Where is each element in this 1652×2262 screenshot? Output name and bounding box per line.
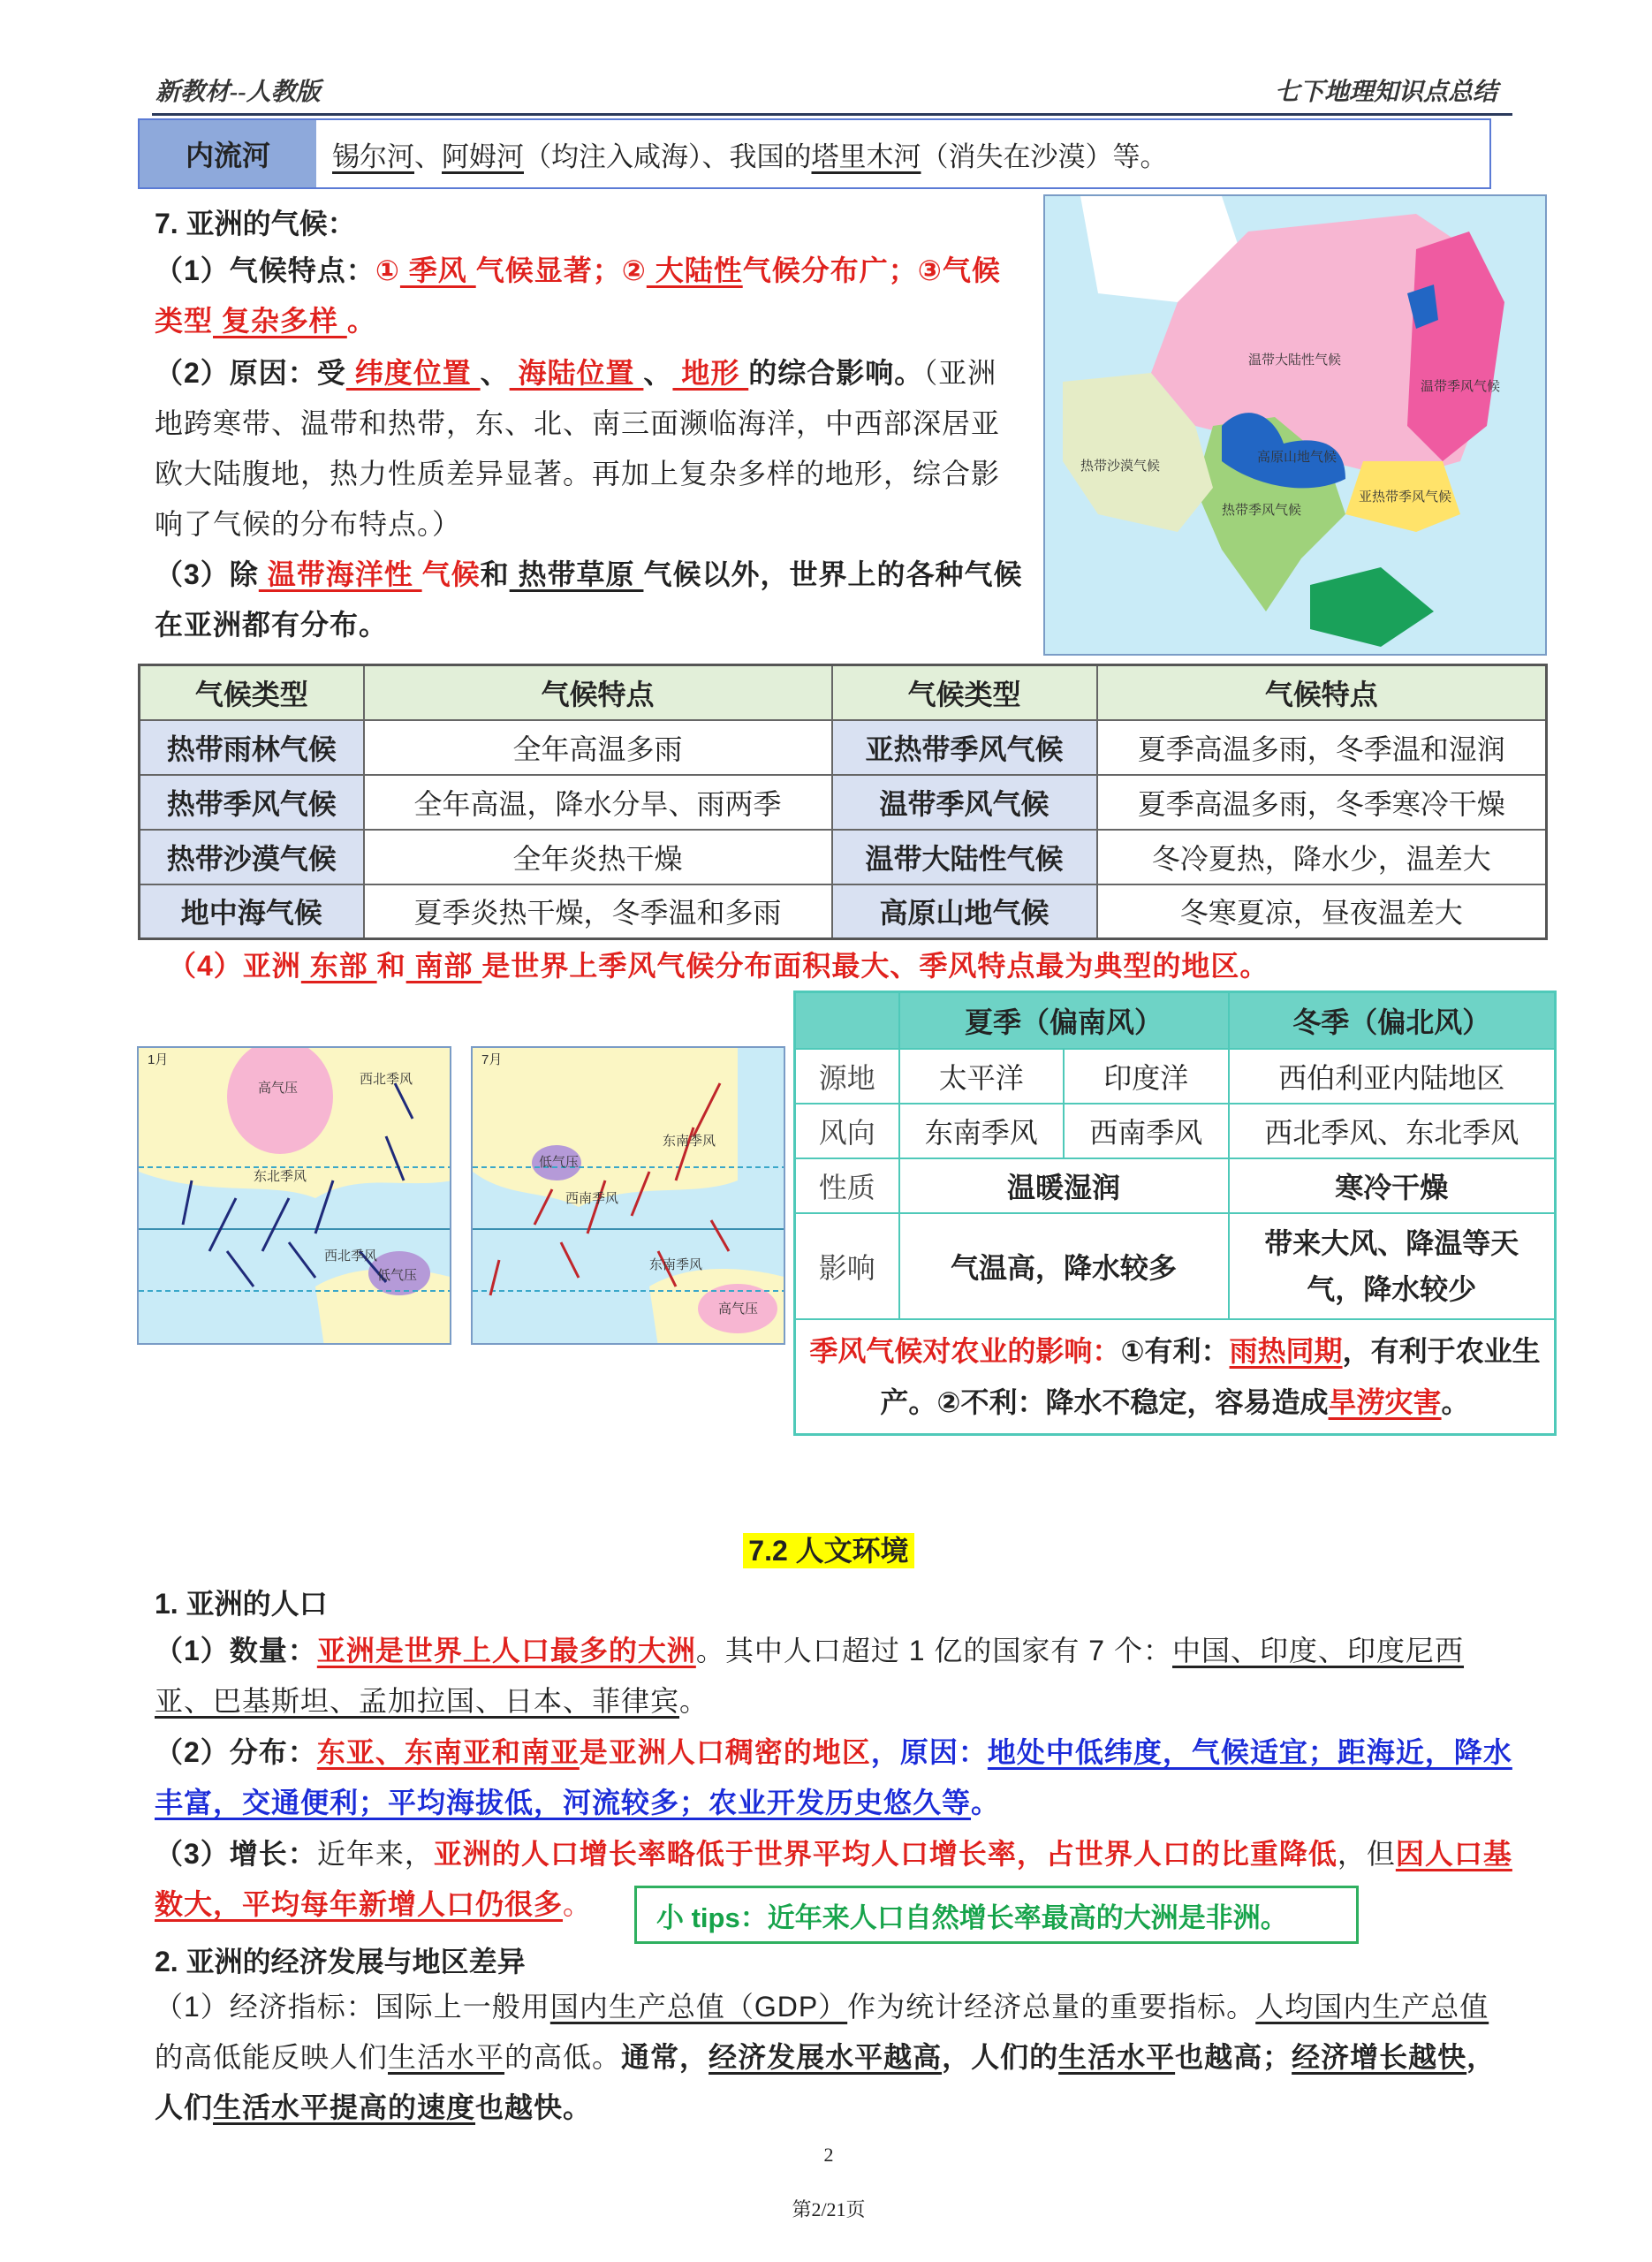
- cell: 西北季风、东北季风: [1229, 1104, 1556, 1158]
- cell: 寒冷干燥: [1229, 1158, 1556, 1213]
- text-segment: ，人们: [155, 2041, 1497, 2123]
- section-7-2: [0, 1529, 1652, 1569]
- text-segment: 和: [480, 558, 510, 590]
- row-label: 源地: [795, 1049, 899, 1104]
- text-segment: 雨热同期: [1229, 1334, 1343, 1367]
- text-segment: 、: [643, 357, 673, 389]
- text-segment: （2）分布：: [155, 1736, 317, 1768]
- text-segment: 亚洲的人口增长率略低于世界平均人口增长率，占世界人口的比重降低: [433, 1838, 1338, 1870]
- text-segment: 也越高；: [1175, 2041, 1292, 2073]
- text-segment: 是亚洲人口稠密的地区: [579, 1736, 871, 1768]
- row-label: 风向: [795, 1104, 899, 1158]
- text-segment: 亚洲是世界上人口最多的大洲: [316, 1635, 696, 1666]
- cell: 太平洋: [899, 1049, 1065, 1104]
- row-label: 影响: [795, 1213, 899, 1319]
- text-segment: 热带草原: [509, 558, 644, 590]
- text-segment: 经济发展水平越高: [709, 2041, 943, 2073]
- text-segment: 锡尔河: [332, 140, 414, 172]
- map-month-label: 1月: [148, 1052, 169, 1067]
- text-segment: 近年来，: [316, 1838, 434, 1870]
- text-segment: （1）数量：: [155, 1635, 317, 1666]
- climate-feature: 全年高温，降水分旱、雨两季: [364, 775, 832, 830]
- tips-box: 小 tips：近年来人口自然增长率最高的大洲是非洲。: [634, 1886, 1359, 1944]
- climate-feature: 冬寒夏凉，昼夜温差大: [1097, 884, 1547, 939]
- cell: 气温高，降水较多: [899, 1213, 1229, 1319]
- climate-feature: 冬冷夏热，降水少，温差大: [1097, 830, 1547, 884]
- climate-exceptions: [155, 550, 1025, 650]
- text-segment: ①有利：: [1120, 1334, 1230, 1367]
- text-segment: 。: [563, 1888, 593, 1920]
- map-label: 低气压: [539, 1155, 580, 1170]
- text-segment: （亚洲地跨寒带、温带和热带，东、北、南三面濒临海洋，中西部深居亚欧大陆腹地，热力性质差异显著。再加上复杂多样的地形，综合影响了气候的分布特点。）: [155, 357, 1001, 540]
- text-segment: 、: [480, 357, 510, 389]
- text-segment: （3）除: [155, 558, 259, 590]
- climate-causes: [155, 348, 1025, 550]
- january-monsoon-map: [137, 1046, 451, 1345]
- agriculture-impact: [795, 1319, 1556, 1435]
- text-segment: 气候显著；②: [475, 254, 647, 286]
- text-segment: 通常，: [621, 2041, 709, 2073]
- text-segment: ①: [375, 254, 400, 286]
- table-header: 气候类型: [832, 665, 1097, 720]
- inland-river-label: 内流河: [140, 120, 316, 187]
- map-label: 温带季风气候: [1421, 379, 1501, 394]
- text-segment: 大陆性: [646, 254, 743, 286]
- header-divider: [152, 113, 1512, 116]
- cell: 西伯利亚内陆地区: [1229, 1049, 1556, 1104]
- cell: 西南季风: [1064, 1104, 1229, 1158]
- climate-feature: 夏季高温多雨，冬季温和湿润: [1097, 720, 1547, 775]
- text-segment: 东部: [300, 950, 377, 982]
- text-segment: 纬度位置: [345, 357, 481, 389]
- text-segment: 。: [679, 1685, 709, 1717]
- text-segment: （2）原因：受: [155, 357, 346, 389]
- table-row: [140, 830, 1547, 884]
- section-title: 7.2 人文环境: [743, 1533, 913, 1568]
- map-label: 东北季风: [254, 1169, 307, 1184]
- text-segment: 中国、印度、印度尼西亚、巴基斯坦、孟加拉国、日本、菲律宾: [155, 1635, 1465, 1717]
- map-label: 东南季风: [649, 1257, 703, 1272]
- climate-type: 热带雨林气候: [140, 720, 364, 775]
- table-row: [795, 1049, 1556, 1104]
- text-segment: 南部: [405, 950, 482, 982]
- text-segment: 的综合影响。: [748, 357, 924, 389]
- climate-type: 温带大陆性气候: [832, 830, 1097, 884]
- asia-climate-map: [1043, 194, 1547, 656]
- table-header-empty: [795, 992, 899, 1049]
- text-segment: （3）增长：: [155, 1838, 317, 1870]
- monsoon-table: [793, 991, 1557, 1436]
- text-segment: 温带海洋性: [258, 558, 422, 590]
- text-segment: 、: [414, 140, 442, 172]
- text-segment: 季风: [399, 254, 476, 286]
- table-header: 气候类型: [140, 665, 364, 720]
- table-header: 气候特点: [1097, 665, 1547, 720]
- climate-types-table: [138, 664, 1548, 940]
- text-segment: 旱涝灾害: [1328, 1385, 1442, 1418]
- table-row: [140, 720, 1547, 775]
- climate-features: [155, 246, 1025, 346]
- map-label: 低气压: [377, 1268, 418, 1283]
- map-label: 西北季风: [324, 1249, 378, 1264]
- text-segment: 也越快。: [475, 2091, 593, 2123]
- table-row: [140, 775, 1547, 830]
- header-left: 新教材--人教版: [155, 79, 321, 106]
- map-label: 温带大陆性气候: [1248, 353, 1342, 368]
- table-row: [795, 1158, 1556, 1213]
- winter-header: 冬季（偏北风）: [1229, 992, 1556, 1049]
- text-segment: ，人们的: [942, 2041, 1059, 2073]
- text-segment: 的高低。: [504, 2041, 622, 2073]
- climate-feature: 夏季高温多雨，冬季寒冷干燥: [1097, 775, 1547, 830]
- climate-type: 热带沙漠气候: [140, 830, 364, 884]
- climate-type: 热带季风气候: [140, 775, 364, 830]
- text-segment: （1）经济指标：国际上一般用: [155, 1991, 550, 2023]
- map-label: 亚热带季风气候: [1359, 490, 1452, 505]
- table-header: 气候特点: [364, 665, 832, 720]
- text-segment: 阿姆河: [442, 140, 524, 172]
- table-row: [795, 1104, 1556, 1158]
- text-segment: 是世界上季风气候分布面积最大、季风特点最为典型的地区。: [481, 950, 1269, 982]
- text-segment: 人均国内生产总值: [1255, 1991, 1489, 2023]
- text-segment: （1）气候特点：: [155, 254, 375, 286]
- climate-feature: 夏季炎热干燥，冬季温和多雨: [364, 884, 832, 939]
- cell: 印度洋: [1064, 1049, 1229, 1104]
- text-segment: 生活水平提高的速度: [213, 2091, 476, 2123]
- header-right: 七下地理知识点总结: [1274, 79, 1497, 106]
- inland-river-row: [138, 118, 1491, 189]
- map-label: 高原山地气候: [1257, 450, 1338, 465]
- map-label: 热带沙漠气候: [1080, 459, 1161, 474]
- climate-type: 温带季风气候: [832, 775, 1097, 830]
- text-segment: 生活水平: [1058, 2041, 1176, 2073]
- text-segment: 复杂多样: [213, 305, 347, 337]
- text-segment: 季风气候对农业的影响：: [809, 1334, 1121, 1367]
- table-row: [795, 1213, 1556, 1319]
- asia-climate-map-graphic: [1045, 196, 1547, 656]
- text-segment: 塔里木河: [811, 140, 921, 172]
- text-segment: （均注入咸海）、我国的: [524, 140, 812, 172]
- climate-title: 7. 亚洲的气候：: [155, 208, 356, 239]
- text-segment: ，原因：: [870, 1736, 988, 1768]
- map-label: 高气压: [718, 1302, 759, 1317]
- text-segment: 。: [1441, 1385, 1470, 1418]
- page-number: 2: [823, 2144, 834, 2166]
- text-segment: 因人口基数大，平均每年新增人口仍很多: [155, 1838, 1512, 1920]
- text-segment: 和: [376, 950, 406, 982]
- climate-type: 地中海气候: [140, 884, 364, 939]
- cell: 东南季风: [899, 1104, 1065, 1158]
- row-label: 性质: [795, 1158, 899, 1213]
- text-segment: 作为统计经济总量的重要指标。: [847, 1991, 1256, 2023]
- text-segment: 的高低能反映人们: [155, 2041, 389, 2073]
- text-segment: 气候以外，世界上的各种气候在亚洲都有分布。: [155, 558, 1023, 641]
- page-label: 第2/21页: [792, 2198, 866, 2220]
- text-segment: 气候分布广；③气候类型: [155, 254, 1001, 337]
- text-segment: 。: [346, 305, 376, 337]
- climate-feature: 全年炎热干燥: [364, 830, 832, 884]
- july-monsoon-map: [471, 1046, 785, 1345]
- july-monsoon-graphic: [473, 1048, 785, 1345]
- text-segment: 。其中人口超过 1 亿的国家有 7 个：: [695, 1635, 1172, 1666]
- climate-type: 高原山地气候: [832, 884, 1097, 939]
- map-month-label: 7月: [481, 1052, 503, 1067]
- map-label: 高气压: [258, 1081, 299, 1096]
- population-title: 1. 亚洲的人口: [155, 1588, 328, 1620]
- text-segment: （4）亚洲: [168, 950, 301, 982]
- summer-header: 夏季（偏南风）: [899, 992, 1229, 1049]
- january-monsoon-graphic: [139, 1048, 451, 1345]
- table-row: [795, 1319, 1556, 1435]
- cell: 温暖湿润: [899, 1158, 1229, 1213]
- inland-river-text: [316, 120, 1489, 187]
- climate-type: 亚热带季风气候: [832, 720, 1097, 775]
- cell: 带来大风、降温等天气，降水较少: [1229, 1213, 1556, 1319]
- population-distribution: [155, 1727, 1515, 1828]
- map-label: 西南季风: [565, 1191, 619, 1206]
- text-segment: 地处中低纬度，气候适宜；距海近，降水丰富，交通便利；平均海拔低，河流较多；农业开发历史悠久等: [155, 1736, 1512, 1818]
- text-segment: 地形: [672, 357, 749, 389]
- text-segment: ，但: [1337, 1838, 1396, 1870]
- text-segment: 。: [971, 1787, 1001, 1818]
- text-segment: 东亚、东南亚和南亚: [316, 1736, 580, 1768]
- map-label: 西北季风: [360, 1072, 413, 1087]
- text-segment: 气候: [421, 558, 481, 590]
- text-segment: 国内生产总值（GDP）: [549, 1991, 848, 2023]
- economy-title: 2. 亚洲的经济发展与地区差异: [155, 1946, 526, 1977]
- text-segment: 生活水平: [388, 2041, 505, 2073]
- text-segment: （消失在沙漠）等。: [921, 140, 1168, 172]
- text-segment: ，有利于农业生产。②不利：降水不稳定，容易造成: [880, 1334, 1541, 1418]
- text-segment: 海陆位置: [509, 357, 644, 389]
- map-label: 热带季风气候: [1222, 503, 1302, 518]
- map-label: 东南季风: [663, 1134, 716, 1149]
- climate-feature: 全年高温多雨: [364, 720, 832, 775]
- text-segment: 经济增长越快: [1292, 2041, 1467, 2073]
- population-count: [155, 1626, 1515, 1727]
- table-row: [140, 884, 1547, 939]
- monsoon-region-note: [168, 941, 1528, 991]
- economy-indicators: [155, 1982, 1515, 2133]
